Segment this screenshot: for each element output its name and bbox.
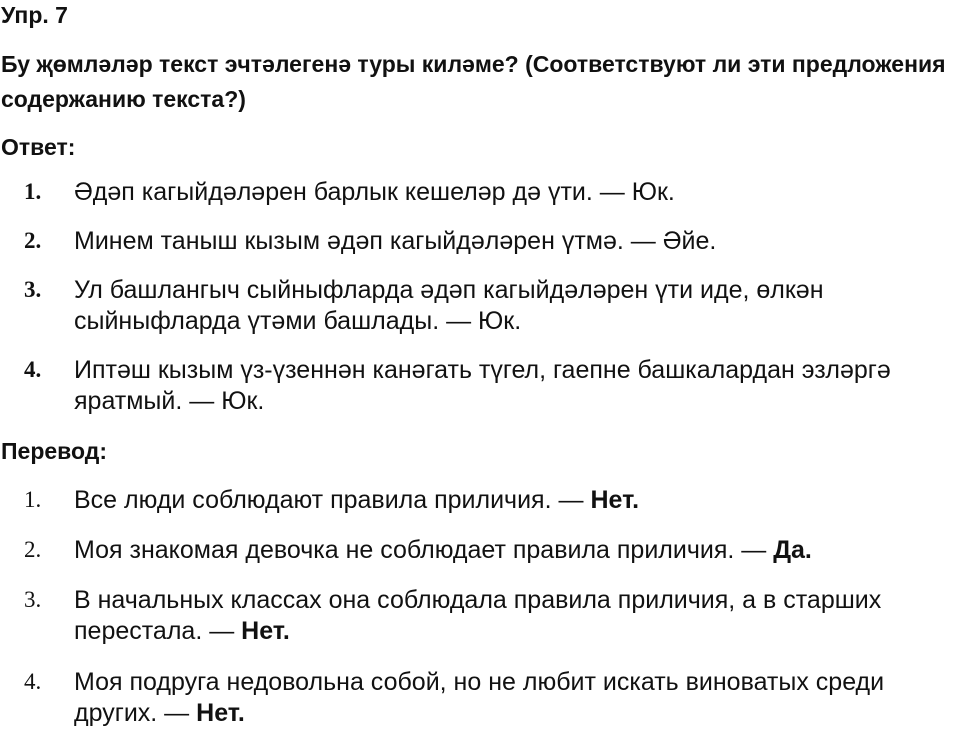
translation-item-text: Моя знакомая девочка не соблюдает правила приличия. —: [74, 536, 767, 564]
answer-item-number: 2.: [24, 228, 42, 253]
answer-item-number: 3.: [24, 277, 42, 302]
translation-item-text: В начальных классах она соблюдала правила приличия, а в старших перестала. —: [74, 586, 882, 645]
translation-item-number: 2.: [24, 537, 42, 562]
exercise-title: Упр. 7: [1, 2, 68, 28]
translation-item-verdict: Нет.: [241, 617, 290, 645]
answer-item-text: Ул башлангыч сыйныфларда әдәп кагыйдәләрен үти иде, өлкән сыйныфларда үтәми башлады. — Юк.: [74, 276, 824, 335]
translation-item-verdict: Нет.: [196, 699, 245, 727]
answer-item-number: 4.: [24, 357, 42, 382]
answer-item-text: Иптәш кызым үз-үзеннән канәгать түгел, гаепне башкалардан эзләргә яратмый. — Юк.: [74, 356, 891, 415]
translation-item-text-wrap: [74, 535, 944, 566]
translation-item-verdict: Да.: [773, 536, 812, 564]
translation-item-text-wrap: [74, 667, 944, 729]
translation-item-text-wrap: [74, 585, 944, 647]
translation-item-text-wrap: [74, 485, 944, 516]
answer-heading: Ответ:: [1, 134, 76, 160]
exercise-question: Бу җөмләләр текст эчтәлегенә туры киләме? (Соответствуют ли эти предложения содержанию текста?): [1, 51, 946, 112]
answer-item-number: 1.: [24, 179, 42, 204]
answer-item-text: Әдәп кагыйдәләрен барлык кешеләр дә үти. — Юк.: [74, 178, 675, 206]
translation-item-text: Все люди соблюдают правила приличия. —: [74, 486, 584, 514]
translation-item-number: 1.: [24, 487, 42, 512]
translation-item-number: 4.: [24, 669, 42, 694]
translation-item-verdict: Нет.: [590, 486, 640, 514]
translation-heading: Перевод:: [1, 438, 108, 464]
translation-item-text: Моя подруга недовольна собой, но не любит искать виноватых среди других. —: [74, 668, 885, 727]
translation-item-number: 3.: [24, 587, 42, 612]
answer-item-text: Минем таныш кызым әдәп кагыйдәләрен үтмә. — Әйе.: [74, 227, 717, 255]
